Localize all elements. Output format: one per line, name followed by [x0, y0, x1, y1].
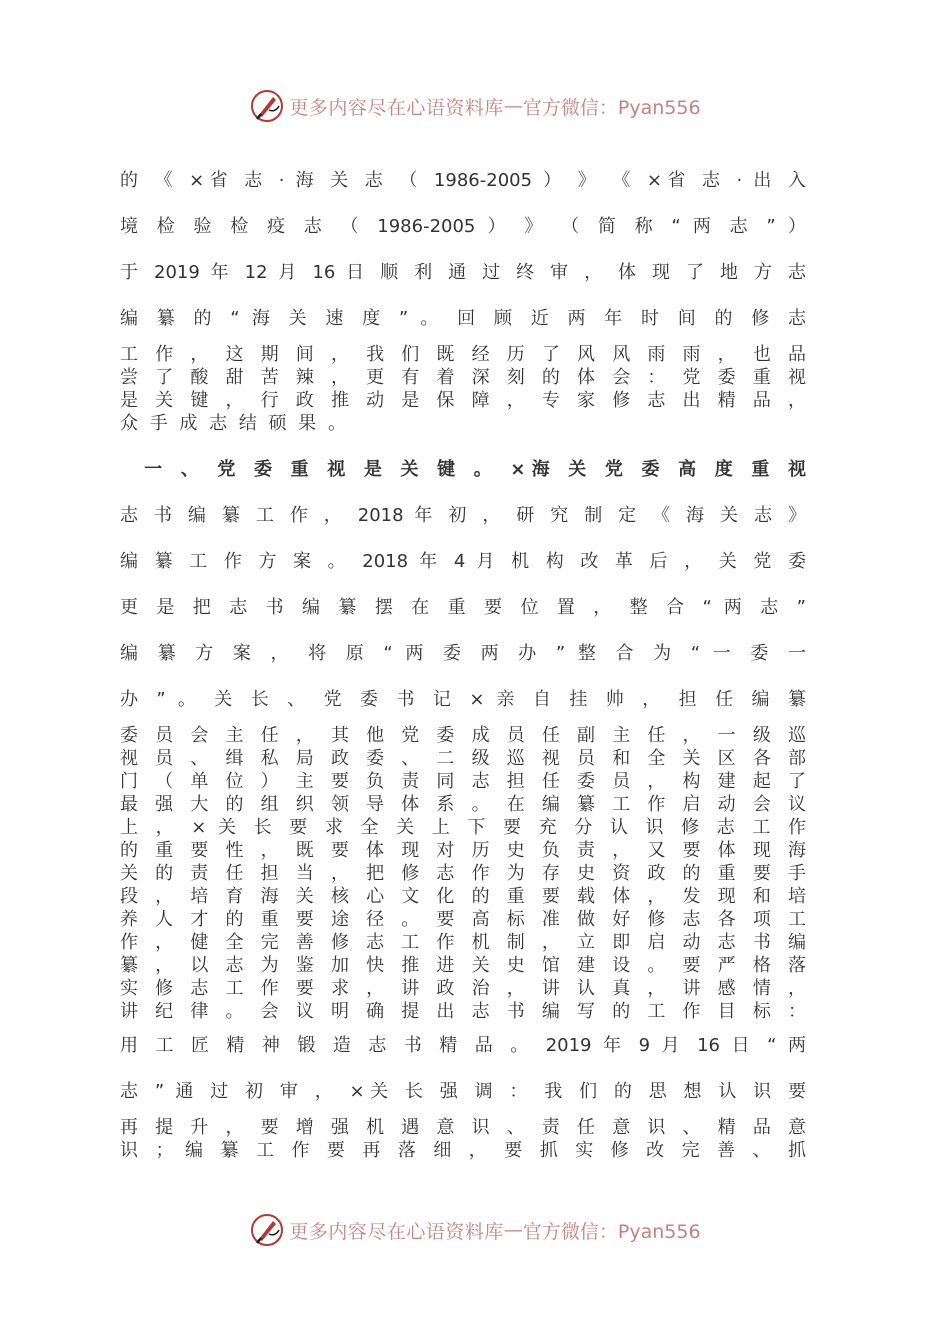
footer-banner — [0, 1208, 950, 1252]
text-line: 实 修 志 工 作 要 求 ， 讲 政 治 ， 讲 认 真 ， 讲 感 情 ， — [120, 978, 806, 999]
text-line: 志 ” 通 过 初 审 ， ×关 长 强 调 ： 我 们 的 思 想 认 识 要 — [120, 1081, 806, 1102]
text-line: 编 纂 方 案 ， 将 原 “ 两 委 两 办 ” 整 合 为 “ 一 委 一 — [120, 643, 806, 664]
text-line: 一 、 党 委 重 视 是 关 键 。 ×海 关 党 委 高 度 重 视 — [120, 459, 806, 480]
text-line: 段 ， 培 育 海 关 核 心 文 化 的 重 要 载 体 ， 发 现 和 培 — [120, 886, 806, 907]
text-line: 尝 了 酸 甜 苦 辣 ， 更 有 着 深 刻 的 体 会 ： 党 委 重 视 — [120, 367, 806, 388]
text-line: 识 ； 编 纂 工 作 要 再 落 细 ， 要 抓 实 修 改 完 善 、 抓 — [120, 1140, 806, 1161]
text-line: 众 手 成 志 结 硕 果 。 — [120, 413, 346, 434]
text-line: 最 强 大 的 组 织 领 导 体 系 。 在 编 纂 工 作 启 动 会 议 — [120, 794, 806, 815]
text-line: 委 员 会 主 任 ， 其 他 党 委 成 员 任 副 主 任 ， 一 级 巡 — [120, 725, 806, 746]
text-line: 编 纂 工 作 方 案 。 2018 年 4 月 机 构 改 革 后 ， 关 党 委 — [120, 551, 806, 572]
text-line: 的 《 ×省 志 · 海 关 志 （ 1986-2005 ） 》 《 ×省 志 · 出 入 — [120, 170, 806, 191]
banner-separator: — — [503, 1219, 523, 1241]
text-line: 视 员 、 缉 私 局 政 委 、 二 级 巡 视 员 和 全 关 区 各 部 — [120, 748, 806, 769]
banner-separator: — — [503, 95, 523, 117]
text-line: 境 检 验 检 疫 志 （ 1986-2005 ） 》 （ 简 称 “ 两 志 ” ） — [120, 216, 806, 237]
text-line: 纂 ， 以 志 为 鉴 加 快 推 进 关 史 馆 建 设 。 要 严 格 落 — [120, 955, 806, 976]
quill-logo-icon — [249, 1212, 285, 1248]
quill-logo-icon — [249, 88, 285, 124]
text-line: 讲 纪 律 。 会 议 明 确 提 出 志 书 编 写 的 工 作 目 标 ： — [120, 1001, 806, 1022]
header-banner — [0, 84, 950, 128]
banner-text: 更多内容尽在心语资料库 — [289, 96, 504, 119]
text-line: 更 是 把 志 书 编 纂 摆 在 重 要 位 置 ， 整 合 “ 两 志 ” — [120, 597, 806, 618]
banner-wechat: 官方微信：Pyan556 — [522, 1220, 701, 1243]
text-line: 上 ， × 关 长 要 求 全 关 上 下 要 充 分 认 识 修 志 工 作 — [120, 817, 806, 838]
text-line: 于 2019 年 12 月 16 日 顺 利 通 过 终 审 ， 体 现 了 地 方 志 — [120, 262, 806, 283]
text-line: 关 的 责 任 担 当 ， 把 修 志 作 为 存 史 资 政 的 重 要 手 — [120, 863, 806, 884]
text-line: 办 ” 。 关 长 、 党 委 书 记 × 亲 自 挂 帅 ， 担 任 编 纂 — [120, 689, 806, 710]
text-line: 用 工 匠 精 神 锻 造 志 书 精 品 。 2019 年 9 月 16 日 “ 两 — [120, 1035, 806, 1056]
text-line: 作 ， 健 全 完 善 修 志 工 作 机 制 ， 立 即 启 动 志 书 编 — [120, 932, 806, 953]
text-line: 再 提 升 ， 要 增 强 机 遇 意 识 、 责 任 意 识 、 精 品 意 — [120, 1117, 806, 1138]
banner-wechat: 官方微信：Pyan556 — [522, 96, 701, 119]
text-line: 门 （ 单 位 ） 主 要 负 责 同 志 担 任 委 员 ， 构 建 起 了 — [120, 771, 806, 792]
banner-text: 更多内容尽在心语资料库 — [289, 1220, 504, 1243]
text-line: 是 关 键 ， 行 政 推 动 是 保 障 ， 专 家 修 志 出 精 品 ， — [120, 390, 806, 411]
text-line: 养 人 才 的 重 要 途 径 。 要 高 标 准 做 好 修 志 各 项 工 — [120, 909, 806, 930]
text-line: 的 重 要 性 ， 既 要 体 现 对 历 史 负 责 ， 又 要 体 现 海 — [120, 840, 806, 861]
text-line: 志 书 编 纂 工 作 ， 2018 年 初 ， 研 究 制 定 《 海 关 志 》 — [120, 505, 806, 526]
text-line: 编 纂 的 “ 海 关 速 度 ” 。 回 顾 近 两 年 时 间 的 修 志 — [120, 308, 806, 329]
text-line: 工 作 ， 这 期 间 ， 我 们 既 经 历 了 风 风 雨 雨 ， 也 品 — [120, 344, 806, 365]
